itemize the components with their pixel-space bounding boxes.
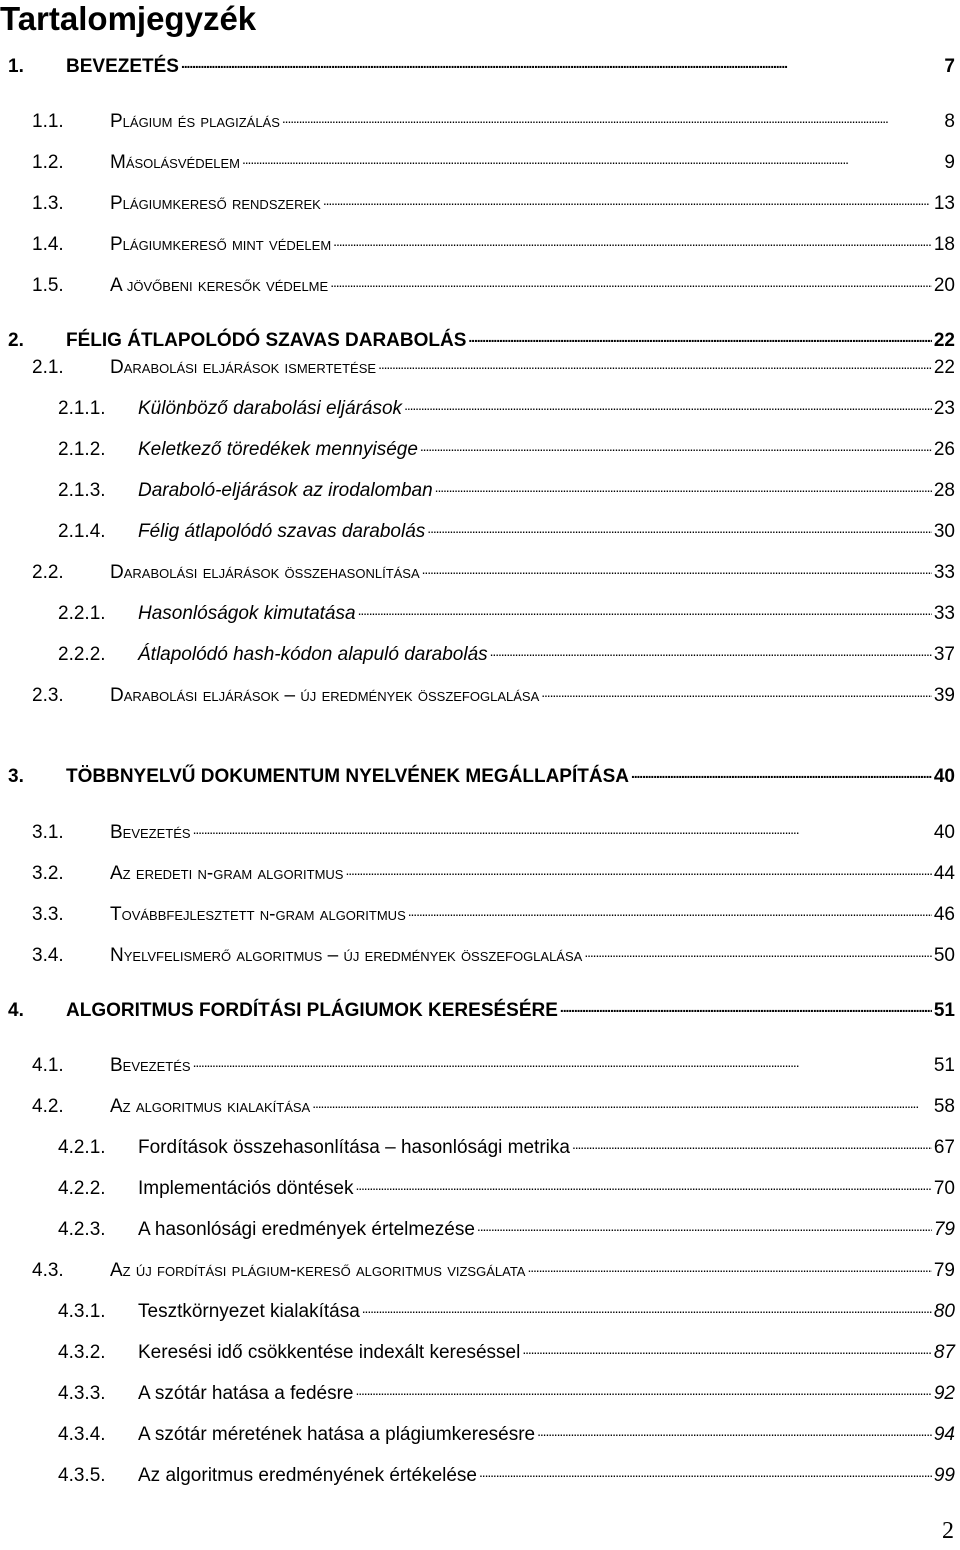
toc-entry[interactable] <box>0 232 955 258</box>
toc-entry-label: Plágiumkereső mint védelem <box>110 234 332 255</box>
toc-entry-number: 2.1.2. <box>58 439 106 460</box>
toc-entry-number: 4. <box>8 1000 24 1021</box>
dot-leader <box>427 515 932 541</box>
toc-entry[interactable] <box>0 861 955 887</box>
toc-entry-number: 3.3. <box>32 904 64 925</box>
toc-entry-page: 92 <box>933 1383 955 1404</box>
toc-entry-label: BEVEZETÉS <box>66 56 179 77</box>
toc-entry[interactable] <box>0 601 955 627</box>
dot-leader <box>378 351 932 377</box>
toc-entry[interactable] <box>0 191 955 217</box>
toc-entry-page: 94 <box>933 1424 955 1445</box>
toc-entry-page: 39 <box>933 685 955 706</box>
toc-entry-page: 40 <box>933 822 955 843</box>
toc-entry-label: Implementációs döntések <box>138 1178 354 1199</box>
toc-entry-page: 18 <box>933 234 955 255</box>
dot-leader <box>477 1213 932 1239</box>
toc-entry-number: 2.1.4. <box>58 521 106 542</box>
toc-entry-page: 30 <box>933 521 955 542</box>
toc-entry-label: Átlapolódó hash-kódon alapuló darabolás <box>138 644 488 665</box>
toc-entry-label: Fordítások összehasonlítása – hasonlósági metrika <box>138 1137 570 1158</box>
toc-entry[interactable] <box>0 1053 955 1079</box>
dot-leader <box>362 1295 932 1321</box>
toc-entry-number: 2.1.3. <box>58 480 106 501</box>
page-number: 2 <box>942 1518 954 1544</box>
toc-entry[interactable] <box>0 1217 955 1243</box>
dot-leader <box>422 556 932 582</box>
toc-entry[interactable] <box>0 943 955 969</box>
toc-entry-page: 50 <box>933 945 955 966</box>
toc-entry-number: 2.3. <box>32 685 64 706</box>
toc-entry-number: 4.3.1. <box>58 1301 106 1322</box>
toc-entry-page: 58 <box>933 1096 955 1117</box>
toc-entry-page: 87 <box>933 1342 955 1363</box>
toc-entry-label: Plágium és plagizálás <box>110 111 280 132</box>
dot-leader <box>330 269 932 295</box>
toc-entry-page: 26 <box>933 439 955 460</box>
toc-entry-label: ALGORITMUS FORDÍTÁSI PLÁGIUMOK KERESÉSÉRE <box>66 1000 558 1021</box>
toc-entry-number: 4.2.2. <box>58 1178 106 1199</box>
toc-entry-page: 8 <box>944 111 955 132</box>
toc-entry[interactable] <box>0 1463 955 1489</box>
toc-entry-page: 40 <box>933 766 955 787</box>
dot-leader <box>193 816 932 842</box>
toc-entry-number: 4.3.5. <box>58 1465 106 1486</box>
toc-entry[interactable] <box>0 54 955 80</box>
toc-entry-number: 1.3. <box>32 193 64 214</box>
toc-entry[interactable] <box>0 998 955 1024</box>
dot-leader <box>537 1418 932 1444</box>
dot-leader <box>522 1336 932 1362</box>
dot-leader <box>479 1459 932 1485</box>
toc-entry[interactable] <box>0 642 955 668</box>
toc-entry-number: 3.2. <box>32 863 64 884</box>
dot-leader <box>527 1254 931 1280</box>
dot-leader <box>242 146 942 172</box>
toc-entry-page: 28 <box>933 480 955 501</box>
dot-leader <box>345 857 931 883</box>
toc-entry-label: Az algoritmus kialakítása <box>110 1096 311 1117</box>
dot-leader <box>355 1377 931 1403</box>
dot-leader <box>355 1172 931 1198</box>
toc-entry-number: 4.2.3. <box>58 1219 106 1240</box>
toc-entry-label: TÖBBNYELVŰ DOKUMENTUM NYELVÉNEK MEGÁLLAPÍTÁSA <box>66 766 629 787</box>
toc-entry-page: 79 <box>933 1219 955 1240</box>
dot-leader <box>468 324 931 350</box>
dot-leader <box>181 50 942 76</box>
toc-entry-page: 13 <box>933 193 955 214</box>
toc-entry[interactable] <box>0 820 955 846</box>
toc-entry-page: 46 <box>933 904 955 925</box>
toc-entry-number: 2.2.2. <box>58 644 106 665</box>
dot-leader <box>631 760 932 786</box>
dot-leader <box>404 392 932 418</box>
toc-entry[interactable] <box>0 1094 955 1120</box>
dot-leader <box>358 597 932 623</box>
toc-entry-number: 3. <box>8 766 24 787</box>
toc-entry-number: 2.1. <box>32 357 64 378</box>
toc-entry[interactable] <box>0 764 955 790</box>
toc-entry-label: Az algoritmus eredményének értékelése <box>138 1465 478 1486</box>
dot-leader <box>193 1049 932 1075</box>
toc-entry[interactable] <box>0 1340 955 1366</box>
dot-leader <box>541 679 932 705</box>
toc-entry[interactable] <box>0 1176 955 1202</box>
dot-leader <box>333 228 932 254</box>
toc-entry[interactable] <box>0 902 955 928</box>
toc-entry-number: 2. <box>8 330 24 351</box>
toc-entry-number: 3.1. <box>32 822 64 843</box>
toc-entry-label: Darabolási eljárások ismertetése <box>110 357 377 378</box>
toc-entry-page: 70 <box>933 1178 955 1199</box>
toc-entry-number: 4.3.3. <box>58 1383 106 1404</box>
toc-entry-number: 4.2. <box>32 1096 64 1117</box>
toc-entry-number: 4.2.1. <box>58 1137 106 1158</box>
toc-entry-label: Keletkező töredékek mennyisége <box>138 439 418 460</box>
toc-entry-label: A hasonlósági eredmények értelmezése <box>138 1219 475 1240</box>
toc-entry-page: 51 <box>933 1000 955 1021</box>
toc-entry[interactable] <box>0 560 955 586</box>
toc-entry-number: 1.4. <box>32 234 64 255</box>
toc-entry-page: 99 <box>933 1465 955 1486</box>
toc-entry[interactable] <box>0 1422 955 1448</box>
toc-entry[interactable] <box>0 355 955 381</box>
dot-leader <box>408 898 932 924</box>
toc-entry-label: Különböző darabolási eljárások <box>138 398 403 419</box>
toc-entry-label: A szótár hatása a fedésre <box>138 1383 354 1404</box>
toc-entry-number: 1.5. <box>32 275 64 296</box>
toc-entry-page: 9 <box>944 152 955 173</box>
toc-entry-page: 80 <box>933 1301 955 1322</box>
toc-entry-label: Hasonlóságok kimutatása <box>138 603 356 624</box>
toc-entry[interactable] <box>0 1299 955 1325</box>
toc-entry-label: Az eredeti n-gram algoritmus <box>110 863 344 884</box>
toc-entry-page: 33 <box>933 562 955 583</box>
toc-entry[interactable] <box>0 1381 955 1407</box>
toc-entry[interactable] <box>0 150 955 176</box>
toc-entry[interactable] <box>0 683 955 709</box>
toc-entry-number: 3.4. <box>32 945 64 966</box>
toc-entry-label: FÉLIG ÁTLAPOLÓDÓ SZAVAS DARABOLÁS <box>66 330 467 351</box>
toc-entry[interactable] <box>0 1258 955 1284</box>
toc-entry-label: Bevezetés <box>110 822 191 843</box>
dot-leader <box>420 433 932 459</box>
toc-entry-page: 22 <box>933 330 955 351</box>
toc-entry-label: Félig átlapolódó szavas darabolás <box>138 521 426 542</box>
toc-entry[interactable] <box>0 1135 955 1161</box>
dot-leader <box>282 105 943 131</box>
toc-entry-label: Darabolási eljárások – új eredmények összefoglalása <box>110 685 540 706</box>
toc-entry-number: 2.2.1. <box>58 603 106 624</box>
toc-entry-page: 20 <box>933 275 955 296</box>
toc-entry-page: 7 <box>944 56 955 77</box>
toc-entry-number: 1.1. <box>32 111 64 132</box>
page-title: Tartalomjegyzék <box>0 0 257 37</box>
dot-leader <box>323 187 932 213</box>
toc-entry-page: 33 <box>933 603 955 624</box>
toc-entry-number: 2.2. <box>32 562 64 583</box>
toc-entry-label: Keresési idő csökkentése indexált kereséssel <box>138 1342 521 1363</box>
toc-entry[interactable] <box>0 519 955 545</box>
toc-entry-page: 67 <box>933 1137 955 1158</box>
toc-entry-label: Nyelvfelismerő algoritmus – új eredmények összefoglalása <box>110 945 583 966</box>
toc-entry-label: A jövőbeni keresők védelme <box>110 275 329 296</box>
toc-entry-page: 23 <box>933 398 955 419</box>
toc-entry[interactable] <box>0 109 955 135</box>
toc-entry-label: A szótár méretének hatása a plágiumkeresésre <box>138 1424 536 1445</box>
toc-entry-label: Tesztkörnyezet kialakítása <box>138 1301 360 1322</box>
toc-entry-page: 22 <box>933 357 955 378</box>
toc-entry-number: 4.3. <box>32 1260 64 1281</box>
toc-entry[interactable] <box>0 273 955 299</box>
toc-entry-label: Másolásvédelem <box>110 152 240 173</box>
toc-entry-label: Bevezetés <box>110 1055 191 1076</box>
toc-entry-page: 79 <box>933 1260 955 1281</box>
toc-entry[interactable] <box>0 437 955 463</box>
toc-entry[interactable] <box>0 478 955 504</box>
toc-entry-label: Plágiumkereső rendszerek <box>110 193 321 214</box>
toc-entry-label: Daraboló-eljárások az irodalomban <box>138 480 433 501</box>
toc-entry-label: Az új fordítási plágium-kereső algoritmus vizsgálata <box>110 1260 526 1281</box>
dot-leader <box>435 474 932 500</box>
dot-leader <box>312 1090 932 1116</box>
toc-entry-number: 1. <box>8 56 24 77</box>
toc-entry-number: 2.1.1. <box>58 398 106 419</box>
dot-leader <box>490 638 932 664</box>
toc-entry-number: 4.3.4. <box>58 1424 106 1445</box>
toc-entry-number: 1.2. <box>32 152 64 173</box>
toc-entry[interactable] <box>0 396 955 422</box>
dot-leader <box>584 939 932 965</box>
toc-entry-page: 37 <box>933 644 955 665</box>
toc-entry-page: 51 <box>933 1055 955 1076</box>
toc-entry-number: 4.3.2. <box>58 1342 106 1363</box>
dot-leader <box>560 994 932 1020</box>
dot-leader <box>572 1131 932 1157</box>
toc-entry-number: 4.1. <box>32 1055 64 1076</box>
toc-entry-label: Továbbfejlesztett n-gram algoritmus <box>110 904 406 925</box>
toc-entry-label: Darabolási eljárások összehasonlítása <box>110 562 420 583</box>
toc-entry-page: 44 <box>933 863 955 884</box>
